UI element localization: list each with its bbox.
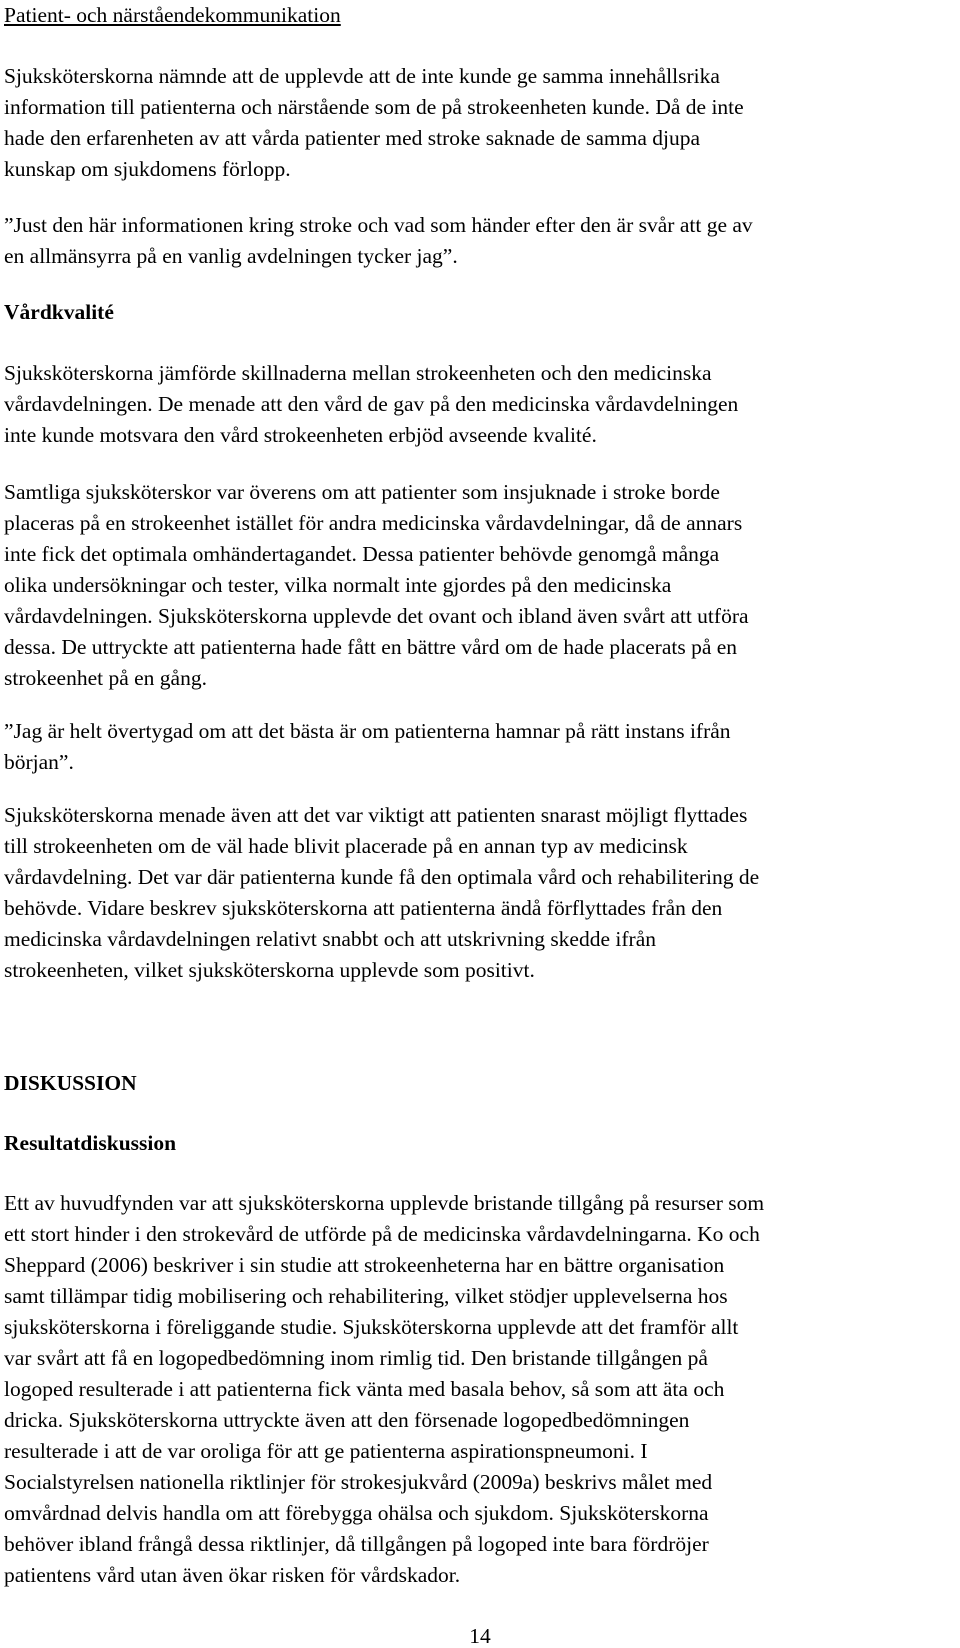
text-line: Ett av huvudfynden var att sjuksköterskorna upplevde bristande tillgång på resurser som — [4, 1191, 765, 1215]
text-line: Socialstyrelsen nationella riktlinjer för strokesjukvård (2009a) beskrivs målet med — [4, 1470, 713, 1494]
section-heading-patient-communication: Patient- och närståendekommunikation — [4, 3, 341, 27]
text-line: strokeenheten, vilket sjuksköterskorna upplevde som positivt. — [4, 958, 535, 982]
page-number: 14 — [469, 1624, 491, 1648]
section-heading-diskussion: DISKUSSION — [4, 1071, 137, 1095]
text-line: samt tillämpar tidig mobilisering och rehabilitering, vilket stödjer upplevelserna hos — [4, 1284, 728, 1308]
text-line: logoped resulterade i att patienterna fick vänta med basala behov, så som att äta och — [4, 1377, 725, 1401]
text-line: Sjuksköterskorna menade även att det var viktigt att patienten snarast möjligt flyttades — [4, 803, 748, 827]
section-heading-vardkvalite: Vårdkvalité — [4, 300, 114, 324]
text-line: inte fick det optimala omhändertagandet. Dessa patienter behövde genomgå många — [4, 542, 720, 566]
text-line: hade den erfarenheten av att vårda patienter med stroke saknade de samma djupa — [4, 126, 701, 150]
paragraph-vardkvalite-1 — [4, 358, 954, 451]
text-line: vårdavdelningen. Sjuksköterskorna upplevde det ovant och ibland även svårt att utföra — [4, 604, 749, 628]
text-line: till strokeenheten om de väl hade blivit placerade på en annan typ av medicinsk — [4, 834, 688, 858]
paragraph-vardkvalite-2 — [4, 477, 954, 694]
text-line: dessa. De uttryckte att patienterna hade fått en bättre vård om de hade placerats på en — [4, 635, 738, 659]
text-line: olika undersökningar och tester, vilka normalt inte gjordes på den medicinska — [4, 573, 672, 597]
quote-line: början”. — [4, 750, 74, 774]
text-line: behöver ibland frångå dessa riktlinjer, då tillgången på logoped inte bara fördröjer — [4, 1532, 709, 1556]
quote-line: ”Just den här informationen kring stroke och vad som händer efter den är svår att ge av — [4, 213, 753, 237]
quote-line: en allmänsyrra på en vanlig avdelningen tycker jag”. — [4, 244, 458, 268]
text-line: vårdavdelningen. De menade att den vård de gav på den medicinska vårdavdelningen — [4, 392, 739, 416]
paragraph-resultatdiskussion — [4, 1188, 954, 1591]
text-line: resulterade i att de var oroliga för att ge patienterna aspirationspneumoni. I — [4, 1439, 648, 1463]
quote-ratt-instans — [4, 716, 954, 778]
text-line: inte kunde motsvara den vård strokeenheten erbjöd avseende kvalité. — [4, 423, 597, 447]
text-line: dricka. Sjuksköterskorna uttryckte även att den försenade logopedbedömningen — [4, 1408, 690, 1432]
paragraph-vardkvalite-3 — [4, 800, 954, 986]
text-line: behövde. Vidare beskrev sjuksköterskorna att patienterna ändå förflyttades från den — [4, 896, 723, 920]
text-line: Sjuksköterskorna jämförde skillnaderna mellan strokeenheten och den medicinska — [4, 361, 712, 385]
paragraph-patient-communication — [4, 61, 954, 185]
text-line: information till patienterna och närstående som de på strokeenheten kunde. Då de inte — [4, 95, 744, 119]
text-line: medicinska vårdavdelningen relativt snabbt och att utskrivning skedde ifrån — [4, 927, 656, 951]
section-heading-resultatdiskussion: Resultatdiskussion — [4, 1131, 177, 1155]
text-line: kunskap om sjukdomens förlopp. — [4, 157, 291, 181]
text-line: Samtliga sjuksköterskor var överens om att patienter som insjuknade i stroke borde — [4, 480, 720, 504]
text-line: omvårdnad delvis handla om att förebygga ohälsa och sjukdom. Sjuksköterskorna — [4, 1501, 709, 1525]
text-line: Sheppard (2006) beskriver i sin studie att strokeenheterna har en bättre organisation — [4, 1253, 725, 1277]
text-line: sjuksköterskorna i föreliggande studie. Sjuksköterskorna upplevde att det framför allt — [4, 1315, 739, 1339]
text-line: placeras på en strokeenhet istället för andra medicinska vårdavdelningar, då de annars — [4, 511, 743, 535]
text-line: strokeenhet på en gång. — [4, 666, 207, 690]
text-line: patientens vård utan även ökar risken för vårdskador. — [4, 1563, 461, 1587]
text-line: ett stort hinder i den strokevård de utförde på de medicinska vårdavdelningarna. Ko och — [4, 1222, 760, 1246]
text-line: Sjuksköterskorna nämnde att de upplevde att de inte kunde ge samma innehållsrika — [4, 64, 720, 88]
text-line: var svårt att få en logopedbedömning inom rimlig tid. Den bristande tillgången på — [4, 1346, 708, 1370]
text-line: vårdavdelning. Det var där patienterna kunde få den optimala vård och rehabilitering de — [4, 865, 760, 889]
quote-information — [4, 210, 954, 272]
quote-line: ”Jag är helt övertygad om att det bästa är om patienterna hamnar på rätt instans ifrån — [4, 719, 731, 743]
